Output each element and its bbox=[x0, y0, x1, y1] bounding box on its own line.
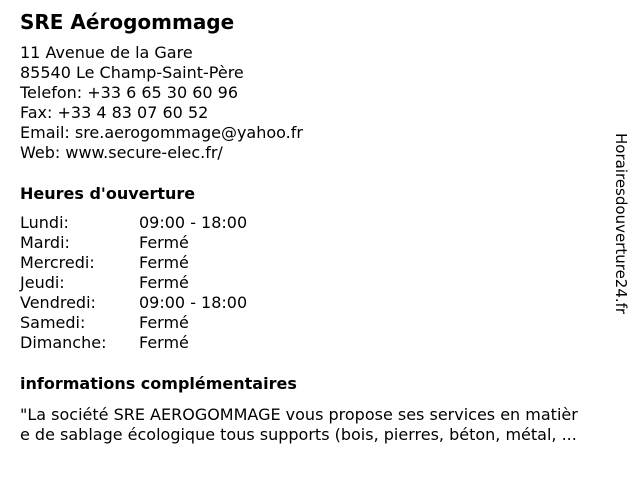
day-hours: Fermé bbox=[139, 253, 189, 272]
day-label: Jeudi: bbox=[20, 273, 65, 292]
day-hours: Fermé bbox=[139, 333, 189, 352]
website: Web: www.secure-elec.fr/ bbox=[20, 143, 223, 162]
hours-row-friday bbox=[20, 293, 320, 313]
description-line-1: "La société SRE AEROGOMMAGE vous propose ses services en matièr bbox=[20, 405, 578, 424]
phone-number: Telefon: +33 6 65 30 60 96 bbox=[20, 83, 239, 102]
day-label: Mardi: bbox=[20, 233, 70, 252]
hours-row-sunday bbox=[20, 333, 320, 353]
watermark-text: Horairesdouverture24.fr bbox=[612, 133, 630, 315]
day-hours: 09:00 - 18:00 bbox=[139, 213, 248, 232]
address-street: 11 Avenue de la Gare bbox=[20, 43, 193, 62]
day-hours: Fermé bbox=[139, 273, 189, 292]
hours-row-wednesday bbox=[20, 253, 320, 273]
day-label: Dimanche: bbox=[20, 333, 107, 352]
opening-hours-table bbox=[20, 213, 320, 353]
hours-row-saturday bbox=[20, 313, 320, 333]
hours-row-monday bbox=[20, 213, 320, 233]
day-label: Lundi: bbox=[20, 213, 69, 232]
day-hours: Fermé bbox=[139, 313, 189, 332]
day-hours: Fermé bbox=[139, 233, 189, 252]
business-name: SRE Aérogommage bbox=[20, 10, 235, 34]
address-city: 85540 Le Champ-Saint-Père bbox=[20, 63, 244, 82]
day-hours: 09:00 - 18:00 bbox=[139, 293, 248, 312]
day-label: Vendredi: bbox=[20, 293, 96, 312]
description-line-2: e de sablage écologique tous supports (bois, pierres, béton, métal, ... bbox=[20, 425, 577, 444]
fax-number: Fax: +33 4 83 07 60 52 bbox=[20, 103, 209, 122]
day-label: Samedi: bbox=[20, 313, 86, 332]
additional-info-heading: informations complémentaires bbox=[20, 374, 297, 393]
hours-row-tuesday bbox=[20, 233, 320, 253]
email-address: Email: sre.aerogommage@yahoo.fr bbox=[20, 123, 303, 142]
business-description bbox=[20, 405, 626, 445]
contact-block bbox=[20, 43, 303, 163]
site-watermark bbox=[613, 133, 629, 345]
day-label: Mercredi: bbox=[20, 253, 95, 272]
hours-row-thursday bbox=[20, 273, 320, 293]
opening-hours-heading: Heures d'ouverture bbox=[20, 184, 196, 203]
